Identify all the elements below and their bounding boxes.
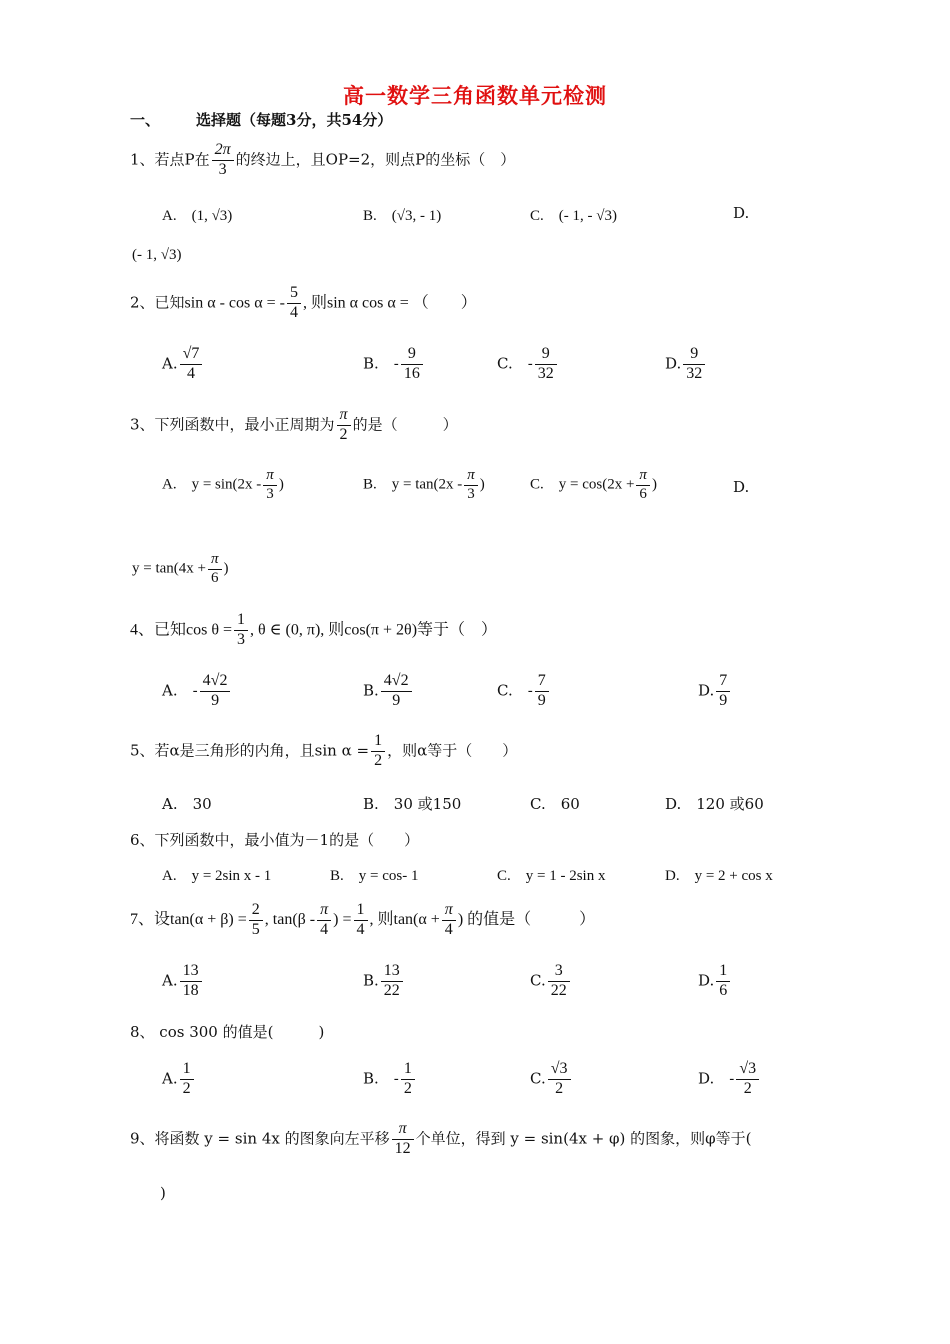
question-9 — [130, 1121, 752, 1158]
q3-d-fraction — [208, 552, 222, 587]
q9-close-paren: ) — [160, 1184, 166, 1202]
q3-a-fraction — [263, 468, 277, 503]
q3-d-num: π — [208, 552, 222, 570]
q7-n1: 2 — [249, 902, 263, 921]
q8-c-num: √3 — [548, 1061, 571, 1080]
q3-b-end: ) — [479, 476, 485, 493]
question-4 — [130, 612, 497, 649]
question-7 — [130, 902, 595, 939]
q4-b-label: B. — [363, 681, 379, 700]
q4-fraction — [234, 612, 248, 649]
q9-numerator: π — [392, 1121, 414, 1140]
q5-suffix: ，则α等于（ ） — [387, 741, 518, 760]
page-title: 高一数学三角函数单元检测 — [343, 83, 607, 108]
q8-option-b — [363, 1061, 417, 1098]
q3-c-end: ) — [651, 476, 657, 493]
section-number: 一、 — [130, 111, 161, 129]
q4-b-fraction — [381, 673, 412, 710]
q4-d-fraction — [716, 673, 730, 710]
q1-denominator: 3 — [218, 160, 227, 178]
q2-a-num: √7 — [180, 346, 203, 365]
q7-fraction-2 — [317, 902, 331, 939]
q4-suffix: , θ ∈ (0, π), 则cos(π + 2θ)等于（ ） — [250, 621, 498, 639]
q2-option-d — [665, 346, 707, 383]
q4-c-num: 7 — [535, 673, 549, 692]
q2-b-num: 9 — [401, 346, 423, 365]
q3-c-label: C. y = cos(2x + — [530, 476, 635, 493]
q3-suffix: 的是（ ） — [352, 415, 458, 434]
q7-d-fraction — [716, 963, 730, 1000]
q7-d4: 4 — [444, 920, 453, 938]
q3-d-label: y = tan(4x + — [132, 560, 206, 577]
q7-suffix: ) 的值是（ ） — [457, 910, 596, 928]
q2-c-num: 9 — [535, 346, 557, 365]
q3-numerator: π — [337, 407, 351, 426]
q2-a-fraction — [180, 346, 203, 383]
q3-d-end: ) — [223, 560, 229, 577]
q7-fraction-4 — [442, 902, 456, 939]
q3-b-num: π — [464, 468, 478, 486]
q4-prefix: 4、已知cos θ = — [130, 621, 233, 639]
q3-a-den: 3 — [266, 485, 274, 502]
q4-c-den: 9 — [537, 691, 546, 709]
q2-b-fraction — [401, 346, 423, 383]
q8-d-den: 2 — [743, 1079, 752, 1097]
q4-b-num: 4√2 — [381, 673, 412, 692]
q2-d-fraction — [683, 346, 705, 383]
q7-a-fraction — [180, 963, 202, 1000]
q2-c-den: 32 — [537, 364, 554, 382]
q7-a-den: 18 — [182, 981, 199, 999]
q8-a-fraction — [180, 1061, 194, 1098]
q3-option-d-label: D. — [733, 478, 750, 496]
q3-c-num: π — [636, 468, 650, 486]
q7-option-d — [698, 963, 732, 1000]
q3-option-c — [530, 468, 657, 503]
q7-d-label: D. — [698, 971, 715, 990]
q6-option-b: B. y = cos- 1 — [330, 868, 419, 884]
q1-option-a: A. (1, √3) — [162, 208, 233, 224]
q8-a-den: 2 — [182, 1079, 191, 1097]
q2-fraction — [287, 285, 301, 322]
q1-option-d-value: (- 1, √3) — [132, 247, 182, 263]
q9-fraction — [392, 1121, 414, 1158]
q7-a-label: A. — [162, 971, 178, 990]
q4-a-num: 4√2 — [200, 673, 231, 692]
q3-fraction — [337, 407, 351, 444]
q3-option-b — [363, 468, 485, 503]
q2-option-c — [497, 346, 559, 383]
question-6: 6、下列函数中，最小值为－1的是（ ） — [130, 831, 420, 849]
q2-c-fraction — [535, 346, 557, 383]
q3-b-den: 3 — [467, 485, 475, 502]
q2-d-num: 9 — [683, 346, 705, 365]
q7-b-label: B. — [363, 971, 379, 990]
q4-a-fraction — [200, 673, 231, 710]
q9-prefix: 9、将函数 y = sin 4x 的图象向左平移 — [130, 1129, 390, 1148]
q8-d-fraction — [736, 1061, 759, 1098]
q3-prefix: 3、下列函数中，最小正周期为 — [130, 415, 335, 434]
q4-option-b — [363, 673, 414, 710]
question-1 — [130, 142, 515, 179]
q3-a-num: π — [263, 468, 277, 486]
q2-b-den: 16 — [403, 364, 420, 382]
q5-option-c: C. 60 — [530, 795, 580, 813]
q3-a-label: A. y = sin(2x - — [162, 476, 262, 493]
q8-a-num: 1 — [180, 1061, 194, 1080]
q5-prefix: 5、若α是三角形的内角，且sin α = — [130, 741, 370, 760]
q7-a-num: 13 — [180, 963, 202, 982]
q8-d-num: √3 — [736, 1061, 759, 1080]
q2-a-label: A. — [162, 354, 178, 373]
question-2 — [130, 285, 477, 322]
q7-c-label: C. — [530, 971, 546, 990]
q7-d-num: 1 — [716, 963, 730, 982]
q5-option-b: B. 30 或150 — [363, 795, 462, 813]
q4-b-den: 9 — [392, 691, 401, 709]
q8-c-label: C. — [530, 1069, 546, 1088]
q7-c-den: 22 — [550, 981, 567, 999]
q4-option-c — [497, 673, 551, 710]
q4-option-a — [162, 673, 232, 710]
q5-denominator: 2 — [374, 751, 383, 769]
q1-option-b: B. (√3, - 1) — [363, 208, 442, 224]
q1-numerator: 2π — [212, 142, 234, 161]
q8-c-fraction — [548, 1061, 571, 1098]
q6-option-c: C. y = 1 - 2sin x — [497, 868, 606, 884]
q7-mid-3: , 则tan(α + — [369, 910, 440, 928]
q7-prefix: 7、设tan(α + β) = — [130, 910, 247, 928]
q4-d-label: D. — [698, 681, 715, 700]
q7-d3: 4 — [356, 920, 365, 938]
q3-option-a — [162, 468, 284, 503]
q7-n4: π — [442, 902, 456, 921]
q3-b-fraction — [464, 468, 478, 503]
q1-option-c: C. (- 1, - √3) — [530, 208, 617, 224]
q7-b-den: 22 — [383, 981, 400, 999]
q2-option-a — [162, 346, 204, 383]
q8-option-a — [162, 1061, 196, 1098]
q1-fraction — [212, 142, 234, 179]
q4-denominator: 3 — [237, 630, 246, 648]
q7-c-num: 3 — [548, 963, 570, 982]
q7-fraction-1 — [249, 902, 263, 939]
q3-c-fraction — [636, 468, 650, 503]
q4-d-den: 9 — [719, 691, 728, 709]
q7-fraction-3 — [354, 902, 368, 939]
q7-b-fraction — [381, 963, 403, 1000]
q3-option-d-value — [132, 552, 229, 587]
q4-c-fraction — [535, 673, 549, 710]
q7-option-a — [162, 963, 204, 1000]
q8-option-c — [530, 1061, 573, 1098]
q2-d-den: 32 — [686, 364, 703, 382]
q3-a-end: ) — [278, 476, 284, 493]
q7-d-den: 6 — [719, 981, 728, 999]
q7-mid-2: ) = — [333, 910, 352, 928]
q8-b-fraction — [401, 1061, 415, 1098]
q8-d-label: D. - — [698, 1069, 735, 1088]
q2-expression: sin α - cos α = - — [184, 294, 285, 312]
q2-option-b — [363, 346, 425, 383]
q2-numerator: 5 — [287, 285, 301, 304]
q7-mid-1: , tan(β - — [264, 910, 316, 928]
q4-a-den: 9 — [211, 691, 220, 709]
q2-c-label: C. - — [497, 354, 533, 373]
q3-d-den: 6 — [211, 569, 219, 586]
q2-prefix: 2、已知 — [130, 293, 185, 312]
q5-numerator: 1 — [371, 733, 385, 752]
section-heading: 选择题（每题3分，共54分） — [196, 111, 393, 129]
q7-c-fraction — [548, 963, 570, 1000]
q1-prefix: 1、若点P在 — [130, 150, 210, 169]
q2-b-label: B. - — [363, 354, 399, 373]
q8-c-den: 2 — [555, 1079, 564, 1097]
q5-option-d: D. 120 或60 — [665, 795, 764, 813]
q1-suffix: 的终边上，且OP=2，则点P的坐标（ ） — [235, 150, 516, 169]
q4-d-num: 7 — [716, 673, 730, 692]
q4-numerator: 1 — [234, 612, 248, 631]
q8-a-label: A. — [162, 1069, 178, 1088]
q7-option-c — [530, 963, 572, 1000]
q6-option-a: A. y = 2sin x - 1 — [162, 868, 272, 884]
question-5 — [130, 733, 517, 770]
q4-c-label: C. - — [497, 681, 533, 700]
q5-option-a: A. 30 — [162, 795, 212, 813]
q7-d2: 4 — [320, 920, 329, 938]
q1-option-d-label: D. — [733, 204, 750, 222]
q6-option-d: D. y = 2 + cos x — [665, 868, 773, 884]
q2-denominator: 4 — [290, 303, 298, 321]
q7-b-num: 13 — [381, 963, 403, 982]
q8-b-label: B. - — [363, 1069, 399, 1088]
q2-a-den: 4 — [187, 364, 195, 382]
q8-option-d — [698, 1061, 761, 1098]
q8-b-den: 2 — [403, 1079, 412, 1097]
q8-b-num: 1 — [401, 1061, 415, 1080]
q2-suffix: , 则sin α cos α = （ ） — [303, 294, 477, 312]
q7-n2: π — [317, 902, 331, 921]
question-3 — [130, 407, 458, 444]
q5-fraction — [371, 733, 385, 770]
q9-suffix: 个单位，得到 y = sin(4x + φ) 的图象，则φ等于( — [415, 1129, 752, 1148]
q7-n3: 1 — [354, 902, 368, 921]
q3-b-label: B. y = tan(2x - — [363, 476, 463, 493]
q4-a-label: A. - — [162, 681, 198, 700]
q3-c-den: 6 — [639, 485, 647, 502]
q3-denominator: 2 — [339, 425, 348, 443]
q7-d1: 5 — [251, 920, 260, 938]
q2-d-label: D. — [665, 354, 682, 373]
q4-option-d — [698, 673, 732, 710]
q7-option-b — [363, 963, 405, 1000]
question-8: 8、 cos 300 的值是( ) — [130, 1023, 325, 1041]
q9-denominator: 12 — [394, 1139, 411, 1157]
